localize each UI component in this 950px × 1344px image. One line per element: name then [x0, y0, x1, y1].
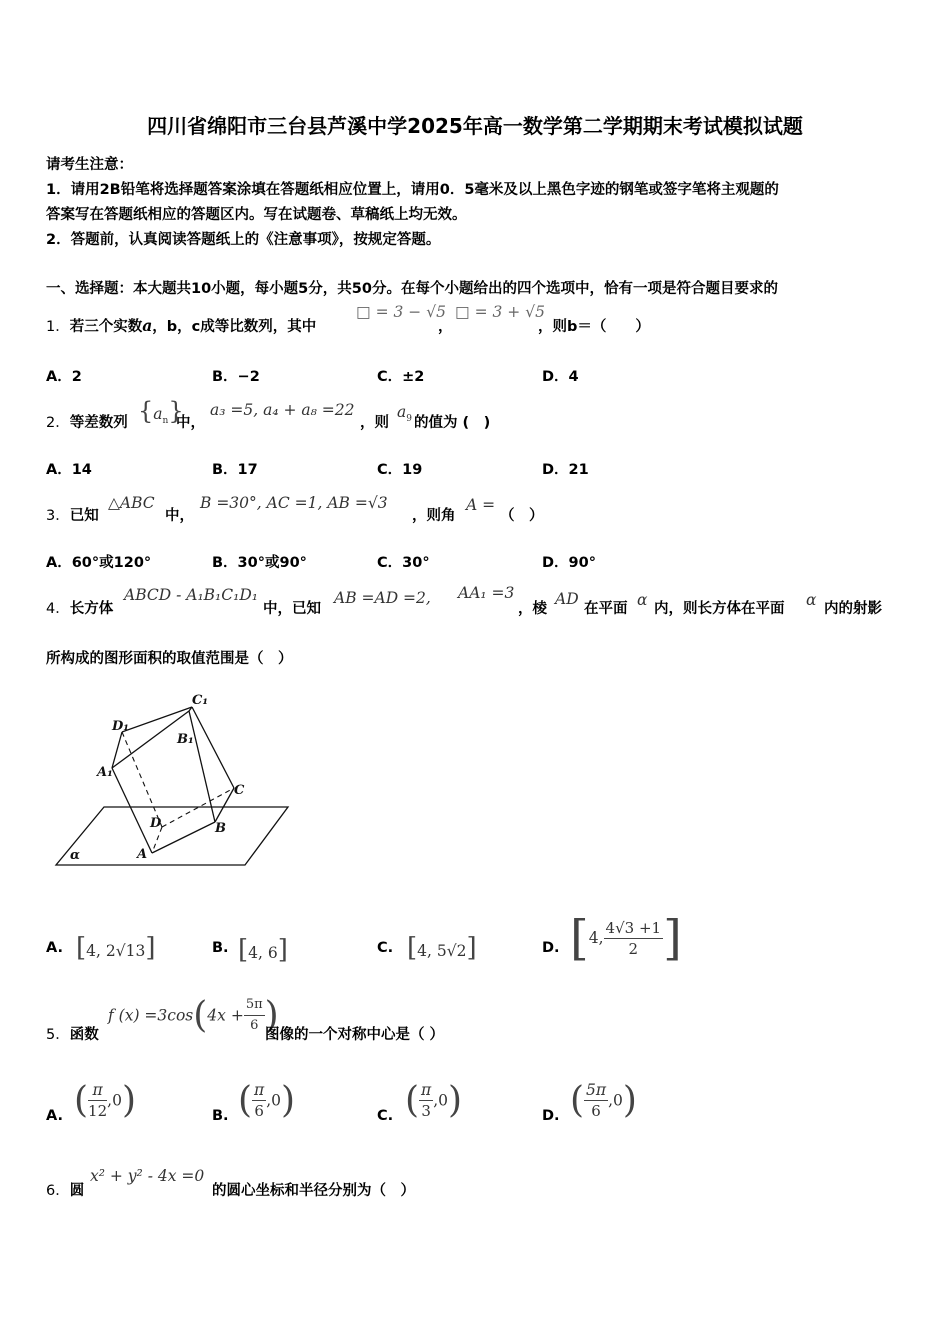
q5-option-d[interactable]: ( $\frac{5\pi}{6}$ ,0): [570, 1080, 637, 1121]
q5-option-d-den: 6: [591, 1102, 601, 1120]
q6-number: 6．: [46, 1183, 70, 1199]
q2-sequence: $\{a_n\}$: [138, 397, 184, 426]
q4-option-d-lead: 4,: [588, 929, 604, 947]
q4-option-c[interactable]: [4, 5√2]: [407, 933, 477, 963]
q3-expr: B =30°, AC =1, AB =√3: [200, 494, 388, 512]
q4-option-b-value: 4, 6: [248, 944, 278, 962]
q5-arg-den: 6: [250, 1018, 259, 1033]
q4-text-mid2: ，棱: [518, 601, 547, 617]
q2-text-post1: ，则: [360, 415, 389, 431]
q3-text-post1: ，则角: [412, 508, 456, 524]
edge-d1-a1: [112, 732, 122, 768]
q1-option-c[interactable]: C．±2: [377, 369, 425, 385]
q4-option-c-label[interactable]: C.: [377, 940, 394, 956]
q4-option-a-label[interactable]: A.: [46, 940, 63, 956]
q2-a9: [397, 402, 412, 424]
question-6: [46, 1179, 84, 1200]
q2-expr: a₃ =5, a₄ + a₈ =22: [210, 401, 355, 419]
notice-heading: 请考生注意：: [46, 157, 133, 173]
q4-line-2: 所构成的图形面积的取值范围是（ ）: [46, 651, 293, 667]
label-d: D: [150, 816, 162, 831]
q4-option-a[interactable]: [4, 2√13]: [76, 933, 156, 963]
q4-option-d-num: 4√3 +1: [605, 918, 662, 937]
question-5: [46, 1023, 99, 1044]
q4-text-pre: 长方体: [69, 601, 114, 617]
q5-option-d-num: 5π: [586, 1081, 607, 1099]
page-title: 四川省绵阳市三台县芦溪中学2025年高一数学第二学期期末考试模拟试题: [147, 114, 803, 138]
q5-option-a-num: π: [88, 1080, 107, 1101]
q5-f: f (x) =3cos: [108, 1006, 194, 1025]
q6-text-pre: 圆: [69, 1183, 85, 1199]
q5-option-d-zero: ,0: [608, 1091, 623, 1110]
q5-option-c-den: 3: [421, 1102, 431, 1120]
label-a1: A₁: [97, 765, 113, 780]
q3-text-post2: （ ）: [500, 508, 544, 524]
q5-option-a[interactable]: ( $\frac{\pi}{12}$ ,0): [74, 1080, 136, 1121]
q6-equation: x² + y² - 4x =0: [90, 1167, 205, 1185]
q3-text-pre: 已知: [69, 508, 99, 524]
label-b1: B₁: [177, 732, 194, 747]
q5-option-c-zero: ,0: [433, 1091, 449, 1110]
q2-a9-sub: 9: [406, 414, 412, 424]
q3-number: 3．: [46, 508, 70, 524]
q3-triangle: △ABC: [108, 494, 155, 512]
notice-line-1b: 答案写在答题纸相应的答题区内。写在试题卷、草稿纸上均无效。: [46, 207, 467, 223]
question-4: [46, 597, 113, 618]
notice-line-2: 2．答题前，认真阅读答题纸上的《注意事项》，按规定答题。: [46, 232, 441, 248]
q4-option-d[interactable]: [4, $\frac{4√3 +1}{2}$ ]: [570, 910, 682, 966]
question-2: [46, 411, 128, 432]
q5-option-a-zero: ,0: [107, 1091, 122, 1110]
q4-box: ABCD - A₁B₁C₁D₁: [124, 586, 258, 604]
q4-text-post: 内的射影: [824, 601, 882, 617]
q4-option-b[interactable]: [4, 6]: [238, 935, 288, 965]
q3-option-c[interactable]: C．30°: [377, 555, 430, 571]
question-1: 1．若三个实数a，b，c成等比数列，其中: [46, 316, 317, 335]
q5-option-c[interactable]: ( $\frac{\pi}{3}$ ,0): [405, 1080, 463, 1121]
q2-option-a[interactable]: A．14: [46, 462, 92, 478]
q3-option-d[interactable]: D．90°: [542, 555, 596, 571]
q1-var-a: a: [142, 316, 153, 335]
q2-option-c[interactable]: C．19: [377, 462, 423, 478]
q4-edge-ad: AD: [555, 590, 579, 608]
q4-alpha-1: α: [637, 591, 648, 609]
q5-number: 5．: [46, 1027, 70, 1043]
edge-d1-c1: [122, 707, 192, 732]
q5-option-a-den: 12: [88, 1102, 108, 1120]
q1-var-b: b: [166, 319, 178, 335]
q4-option-d-label[interactable]: D.: [542, 940, 560, 956]
q3-text-mid: 中，: [165, 508, 194, 524]
q5-text-post: 图像的一个对称中心是（ ）: [265, 1027, 445, 1043]
label-c1: C₁: [192, 693, 209, 708]
edge-c1-c: [192, 707, 234, 788]
q4-expr-1: AB =AD =2,: [334, 589, 431, 607]
q4-alpha-2: α: [806, 591, 817, 609]
q4-expr-2: AA₁ =3: [458, 584, 515, 602]
q4-option-d-den: 2: [628, 939, 639, 958]
q5-option-b-num: π: [254, 1081, 265, 1099]
q6-text-post: 的圆心坐标和半径分别为（ ）: [212, 1183, 415, 1199]
q1-expr-2: □ = 3 + √5: [455, 303, 545, 321]
q2-text-post2: 的值为 ( ): [414, 415, 491, 431]
q1-text-post: ，则b＝（ ）: [538, 319, 650, 335]
q4-option-b-label[interactable]: B.: [212, 940, 229, 956]
q3-option-b[interactable]: B．30°或90°: [212, 555, 307, 571]
notice-line-1a: 1．请用2B铅笔将选择题答案涂填在答题纸相应位置上，请用0．5毫米及以上黑色字迹的钢笔或签字笔将主观题的: [46, 182, 779, 198]
q4-option-a-value: 4, 2√13: [86, 942, 146, 960]
q5-option-b-label[interactable]: B.: [212, 1108, 229, 1124]
q1-number: 1．: [46, 319, 70, 335]
q5-option-c-label[interactable]: C.: [377, 1108, 394, 1124]
q3-option-a[interactable]: A．60°或120°: [46, 555, 152, 571]
q2-text-pre: 等差数列: [69, 415, 128, 431]
q1-option-d[interactable]: D．4: [542, 369, 579, 385]
q1-option-b[interactable]: B．−2: [212, 369, 260, 385]
q5-option-b-zero: ,0: [266, 1091, 282, 1110]
q5-arg-num: 5π: [244, 995, 265, 1016]
q5-function: f (x) =3cos(4x + $\frac{5\pi}{6}$ ): [108, 995, 279, 1036]
q5-option-c-num: π: [421, 1081, 432, 1099]
q4-text-mid: 中，已知: [263, 601, 321, 617]
label-alpha: α: [70, 848, 81, 863]
question-3: [46, 504, 99, 525]
label-c: C: [234, 783, 245, 798]
q1-expr-1: □ = 3 − √5: [356, 303, 446, 321]
label-b: B: [215, 821, 226, 836]
q2-text-mid: 中，: [176, 415, 205, 431]
q5-option-a-label[interactable]: A.: [46, 1108, 63, 1124]
q2-seq-sub: n: [162, 416, 169, 426]
edge-a1-a: [112, 768, 152, 853]
plane-alpha: [56, 807, 288, 865]
q2-number: 2．: [46, 415, 70, 431]
q2-option-b[interactable]: B．17: [212, 462, 258, 478]
edge-b-c: [215, 788, 234, 822]
q5-option-b-den: 6: [254, 1102, 264, 1120]
q1-text-pre: 若三个实数: [69, 319, 143, 335]
q2-a9-letter: a: [397, 403, 407, 421]
section-heading: 一、选择题：本大题共10小题，每小题5分，共50分。在每个小题给出的四个选项中，恰有一项是符合题目要求的: [46, 281, 778, 297]
q2-option-d[interactable]: D．21: [542, 462, 589, 478]
q4-number: 4．: [46, 601, 70, 617]
q3-angle-a: A =: [466, 496, 496, 514]
q4-text-mid4: 内，则长方体在平面: [654, 601, 785, 617]
q5-option-d-label[interactable]: D.: [542, 1108, 560, 1124]
q4-text-mid3: 在平面: [584, 601, 628, 617]
label-a: A: [137, 847, 148, 862]
q4-option-c-value: 4, 5√2: [417, 942, 467, 960]
label-d1: D₁: [112, 719, 129, 734]
q1-option-a[interactable]: A．2: [46, 369, 82, 385]
q1-text-mid: ，c成等比数列，其中: [177, 319, 317, 335]
q5-option-b[interactable]: ( $\frac{\pi}{6}$ ,0): [238, 1080, 296, 1121]
q2-seq-a: a: [153, 405, 163, 423]
q1-comma: ，: [438, 319, 453, 335]
q5-text-pre: 函数: [69, 1027, 99, 1043]
q5-arg: 4x +: [207, 1006, 244, 1025]
q4-figure: [44, 690, 304, 880]
